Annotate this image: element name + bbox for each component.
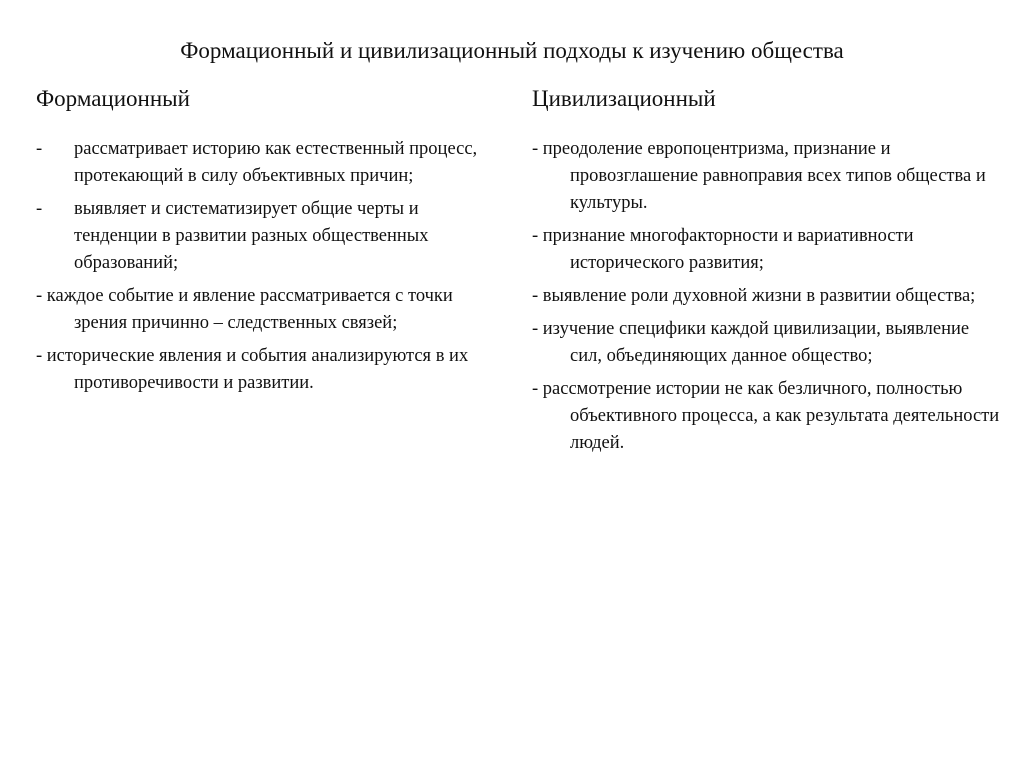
list-item: - преодоление европоцентризма, признание и провозглашение равноправия всех типов общества и культуры. <box>532 139 986 213</box>
list-item: - изучение специфики каждой цивилизации, выявление сил, объединяющих данное общество; <box>532 319 970 366</box>
formational-list-continued <box>36 283 506 397</box>
list-item: - рассмотрение истории не как безличного, полностью объективного процесса, а как результата деятельности людей. <box>532 379 1000 453</box>
list-item-text: выявляет и систематизирует общие черты и тенденции в развитии разных общественных образований; <box>74 199 429 273</box>
list-dash: - <box>36 139 43 159</box>
formational-column <box>36 84 506 403</box>
list-item: - выявление роли духовной жизни в развитии общества; <box>532 286 976 306</box>
list-item: - каждое событие и явление рассматривается с точки зрения причинно – следственных связей; <box>36 286 453 333</box>
list-item: - исторические явления и события анализируются в их противоречивости и развитии. <box>36 346 469 393</box>
list-item <box>36 196 506 277</box>
civilizational-heading: Цивилизационный <box>532 86 716 111</box>
list-item: - признание многофакторности и вариативности исторического развития; <box>532 226 914 273</box>
formational-list <box>36 136 506 277</box>
civilizational-list <box>532 136 1002 457</box>
list-dash: - <box>36 199 43 219</box>
slide-title: Формационный и цивилизационный подходы к изучению общества <box>180 38 844 63</box>
list-item <box>36 136 506 190</box>
civilizational-column <box>532 84 1002 463</box>
formational-heading: Формационный <box>36 86 190 111</box>
list-item-text: рассматривает историю как естественный процесс, протекающий в силу объективных причин; <box>74 139 478 186</box>
